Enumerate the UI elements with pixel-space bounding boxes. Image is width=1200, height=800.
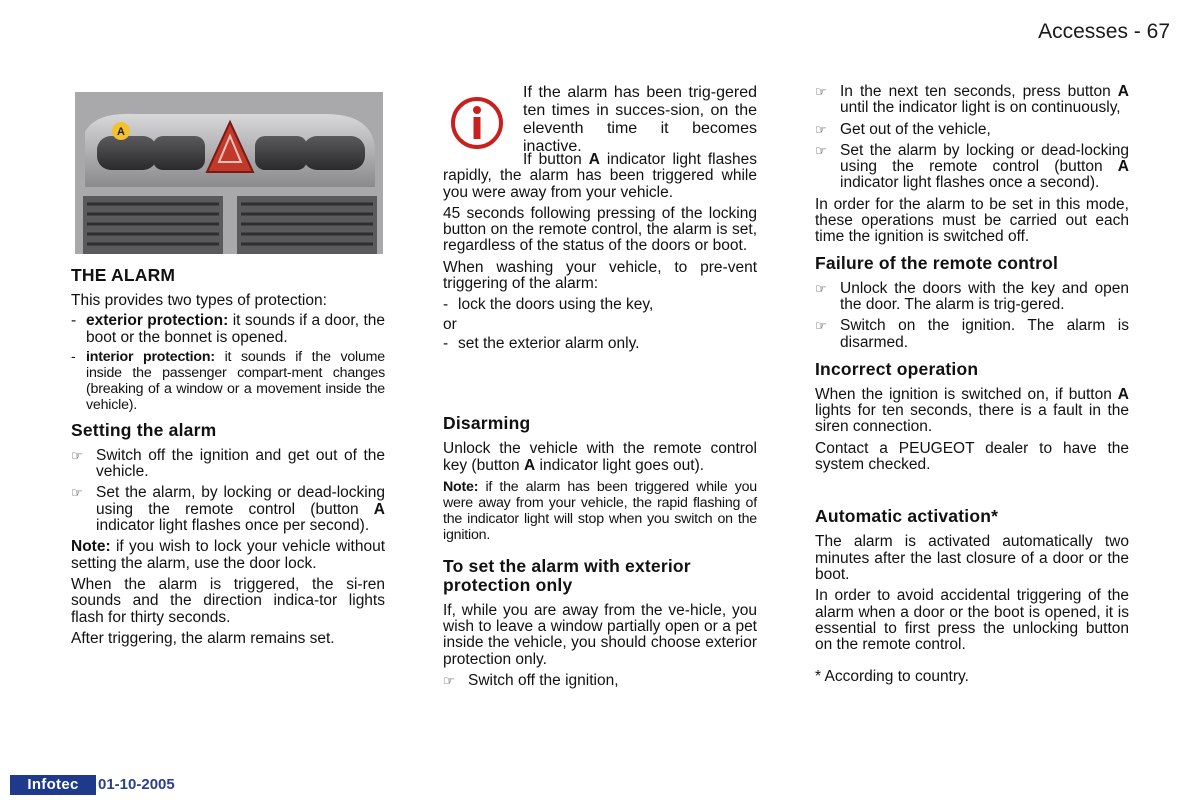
- disarm-note: Note: if the alarm has been triggered while you were away from your vehicle, the rapid flashing of the indicator light will stop when you switch on the ignition.: [443, 478, 757, 543]
- list-item: ☞ Switch off the ignition and get out of the vehicle.: [71, 446, 385, 481]
- failure-heading: Failure of the remote control: [815, 252, 1059, 273]
- list-item: ☞ Set the alarm, by locking or dead-locking using the remote control (button A indicator light flashes once per second).: [71, 484, 385, 535]
- footer-logo: Infotec: [10, 775, 96, 795]
- washing-text: When washing your vehicle, to pre-vent triggering of the alarm:: [443, 258, 757, 293]
- dashboard-illustration: [75, 92, 383, 254]
- after-text: After triggering, the alarm remains set.: [71, 629, 335, 647]
- column-2: [443, 152, 757, 694]
- footnote: * According to country.: [815, 668, 969, 686]
- pointing-hand-icon: ☞: [71, 447, 83, 463]
- column-3: [815, 84, 1129, 691]
- pointing-hand-icon: ☞: [71, 485, 83, 501]
- info-text: If the alarm has been trig-gered ten times in succes-sion, on the eleventh time it becomes inactive.: [523, 84, 757, 155]
- pointing-hand-icon: ☞: [443, 673, 455, 689]
- column-1: [71, 266, 385, 652]
- dashboard-photo: [75, 92, 383, 254]
- list-item: ☞ Set the alarm by locking or dead-locking using the remote control (button A indicator light flashes once a second).: [815, 141, 1129, 192]
- order-text: In order for the alarm to be set in this mode, these operations must be carried out each time the ignition is switched off.: [815, 195, 1129, 246]
- setting-heading: Setting the alarm: [71, 419, 217, 440]
- seconds-text: 45 seconds following pressing of the locking button on the remote control, the alarm is set, regardless of the status of the doors or boot.: [443, 204, 757, 255]
- pointing-hand-icon: ☞: [815, 318, 827, 334]
- flash-text: If button A indicator light flashes rapidly, the alarm has been triggered while you were away from your vehicle.: [443, 151, 757, 201]
- note-text: Note: if you wish to lock your vehicle without setting the alarm, use the door lock.: [71, 538, 385, 572]
- disarming-heading: Disarming: [443, 413, 531, 434]
- pointing-hand-icon: ☞: [815, 280, 827, 296]
- pointing-hand-icon: ☞: [815, 84, 827, 99]
- contact-text: Contact a PEUGEOT dealer to have the system checked.: [815, 439, 1129, 474]
- intro-text: This provides two types of protection:: [71, 292, 327, 309]
- list-item: ☞ Unlock the doors with the key and open the door. The alarm is trig-gered.: [815, 279, 1129, 313]
- exterior-only-text: If, while you are away from the ve-hicle, you wish to leave a window partially open or a pet inside the vehicle, you should choose exterior protection only.: [443, 601, 757, 668]
- alarm-heading: THE ALARM: [71, 265, 176, 285]
- footer-date: 01-10-2005: [98, 776, 175, 793]
- exterior-protection-item: - exterior protection: it sounds if a door, the boot or the bonnet is opened.: [71, 313, 385, 346]
- disarm-text: Unlock the vehicle with the remote control key (button A indicator light goes out).: [443, 440, 757, 474]
- button-a-label: A: [117, 126, 125, 138]
- pointing-hand-icon: ☞: [815, 142, 827, 158]
- info-icon: [450, 96, 504, 150]
- page-header: Accesses - 67: [1038, 20, 1170, 43]
- auto-heading: Automatic activation*: [815, 506, 999, 527]
- list-item: ☞ Get out of the vehicle,: [815, 120, 991, 138]
- incorrect-text: When the ignition is switched on, if button A lights for ten seconds, there is a fault in the siren connection.: [815, 385, 1129, 436]
- list-item: ☞ Switch off the ignition,: [443, 672, 619, 690]
- exterior-only-heading: To set the alarm with exterior protection only: [443, 555, 691, 595]
- wash-dash-2: - set the exterior alarm only.: [443, 336, 757, 352]
- interior-protection-item: - interior protection: it sounds if the volume inside the passenger compart-ment changes (breaking of a window or a movement inside the vehicle).: [71, 349, 385, 413]
- incorrect-heading: Incorrect operation: [815, 358, 979, 379]
- list-item: ☞ In the next ten seconds, press button A until the indicator light is on continuously,: [815, 83, 1129, 117]
- wash-dash-1: - lock the doors using the key,: [443, 297, 757, 313]
- or-text: or: [443, 315, 457, 333]
- alarm-button-a: [97, 136, 157, 170]
- list-item: ☞ Switch on the ignition. The alarm is disarmed.: [815, 317, 1129, 351]
- auto-text-2: In order to avoid accidental triggering of the alarm when a door or the boot is opened, it is essential to first press the unlocking button on the remote control.: [815, 587, 1129, 654]
- pointing-hand-icon: ☞: [815, 121, 827, 137]
- triggered-text: When the alarm is triggered, the si-ren sounds and the direction indica-tor lights flash for thirty seconds.: [71, 575, 385, 626]
- auto-text-1: The alarm is activated automatically two minutes after the last closure of a door or the boot.: [815, 533, 1129, 583]
